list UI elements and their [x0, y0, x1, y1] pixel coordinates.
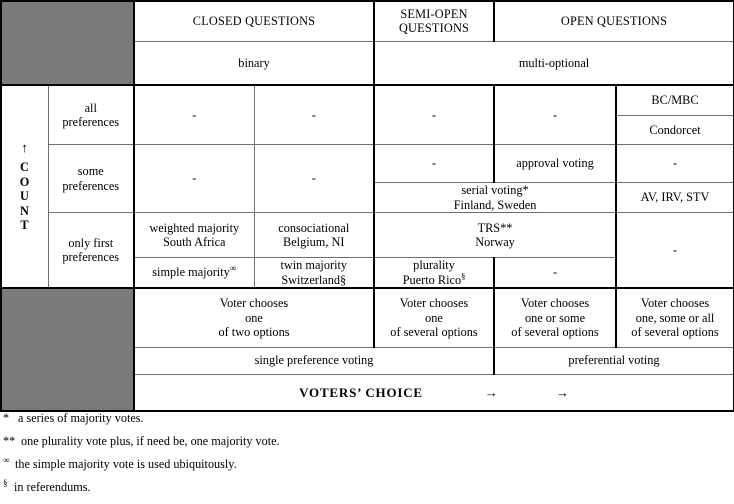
- row-label-all-preferences-line2: preferences: [62, 115, 120, 129]
- footnote-2: [0, 435, 734, 458]
- cell-voters-choice: [134, 374, 734, 411]
- voter-chooses-4-line1: Voter chooses: [640, 296, 710, 310]
- cell-twin-majority-line1: twin majority: [280, 258, 348, 272]
- row-label-only-first-preferences: [48, 213, 134, 289]
- voters-choice-arrow-1-icon: →: [484, 384, 498, 400]
- voter-chooses-4-line2: one, some or all: [635, 310, 715, 325]
- cell-av-irv-stv: AV, IRV, STV: [616, 183, 734, 213]
- footnote-4-text: in referendums.: [14, 480, 91, 494]
- count-letter-o: O: [19, 174, 30, 189]
- row-label-only-first-line2: preferences: [62, 250, 120, 264]
- footnote-3-text: the simple majority vote is used ubiquitously.: [15, 457, 237, 471]
- header-open-questions: OPEN QUESTIONS: [494, 1, 734, 41]
- cell-trs-line2: Norway: [475, 235, 515, 249]
- voter-chooses-3-line3: of several options: [511, 325, 599, 339]
- header-closed-questions: CLOSED QUESTIONS: [134, 1, 374, 41]
- cell-plurality-footnote-mark: §: [461, 270, 466, 281]
- row-label-some-preferences-line2: preferences: [62, 178, 120, 193]
- count-letter-c: C: [20, 160, 30, 175]
- table-header-row-1: [1, 1, 734, 41]
- voter-chooses-2-line1: Voter chooses: [399, 296, 469, 310]
- cell-single-preference-voting: single preference voting: [134, 347, 494, 374]
- footnote-2-mark: **: [3, 434, 16, 448]
- row-label-all-preferences-line1: all: [84, 100, 97, 115]
- cell-voter-chooses-one-several: [374, 288, 494, 347]
- count-axis-cell: [1, 85, 48, 288]
- row-label-some-preferences: [48, 145, 134, 213]
- footnote-1: [0, 412, 734, 435]
- cell-simple-majority: [134, 258, 254, 289]
- cell-approval-voting: approval voting: [494, 145, 616, 183]
- voter-chooses-1-line3: of two options: [218, 325, 290, 339]
- cell-voter-chooses-two-options: [134, 288, 374, 347]
- cell-weighted-majority: [134, 213, 254, 258]
- cell-trs-line1: TRS**: [477, 220, 513, 235]
- cell-all-open-multi: -: [494, 85, 616, 145]
- cell-plurality: [374, 258, 494, 289]
- cell-some-closed-2: -: [254, 145, 374, 213]
- cell-trs: [374, 213, 616, 258]
- footnote-2-text: one plurality vote plus, if need be, one majority vote.: [21, 434, 280, 448]
- row-only-first-upper: [1, 213, 734, 258]
- cell-bc-mbc: BC/MBC: [617, 86, 733, 116]
- cell-some-open-last: -: [616, 145, 734, 183]
- cell-voter-chooses-one-or-some: [494, 288, 616, 347]
- cell-preferential-voting: preferential voting: [494, 347, 734, 374]
- cell-simple-majority-footnote-mark: ∞: [229, 263, 237, 274]
- header-multi-optional: multi-optional: [374, 41, 734, 85]
- cell-serial-voting-line1: serial voting*: [461, 183, 529, 197]
- voter-chooses-1-line1: Voter chooses: [219, 296, 289, 310]
- cell-plurality-line2: [375, 270, 493, 288]
- cell-some-closed-1: -: [134, 145, 254, 213]
- footnote-1-text: a series of majority votes.: [18, 411, 144, 425]
- cell-twin-majority-line2: Switzerland§: [281, 272, 347, 287]
- count-arrow-icon: ↑: [21, 140, 29, 156]
- cell-all-semiopen: -: [374, 85, 494, 145]
- cell-some-semiopen: -: [374, 145, 494, 183]
- footnote-4: § in referendums.: [3, 477, 91, 494]
- cell-serial-voting-line2: Finland, Sweden: [453, 197, 537, 212]
- cell-plurality-text: Puerto Rico: [402, 272, 462, 287]
- footnote-3: ∞ the simple majority vote is used ubiquitously.: [3, 454, 237, 471]
- cell-plurality-line1: plurality: [413, 258, 455, 272]
- voter-chooses-2-line2: one: [425, 310, 443, 325]
- voter-chooses-3-line1: Voter chooses: [520, 296, 590, 310]
- row-voter-chooses: [1, 288, 734, 347]
- cell-weighted-majority-line2: South Africa: [163, 235, 226, 249]
- cell-twin-majority: [254, 258, 374, 289]
- row-label-some-preferences-line1: some: [77, 164, 104, 178]
- voter-chooses-4-line3: of several options: [631, 325, 719, 339]
- header-binary: binary: [134, 41, 374, 85]
- footnote-1-mark: *: [3, 411, 10, 425]
- footer-gray-block: [1, 288, 134, 411]
- voter-chooses-1-line2: one: [245, 310, 263, 325]
- row-all-preferences: [1, 85, 734, 145]
- cell-condorcet: Condorcet: [649, 123, 701, 137]
- cell-serial-voting: [374, 183, 616, 213]
- cell-weighted-majority-line1: weighted majority: [149, 220, 240, 235]
- count-letter-u: U: [20, 189, 30, 204]
- footnotes-block: [0, 412, 734, 504]
- header-semi-open-questions: SEMI-OPEN QUESTIONS: [374, 1, 494, 41]
- voters-choice-label: VOTERS’ CHOICE: [299, 384, 423, 400]
- voter-chooses-2-line3: of several options: [390, 325, 478, 339]
- row-label-only-first-line1: only first: [68, 235, 114, 250]
- cell-simple-majority-text: simple majority: [152, 265, 230, 280]
- cell-consociational-line2: Belgium, NI: [283, 235, 345, 249]
- cell-all-open-last: [616, 85, 734, 145]
- row-some-preferences-upper: [1, 145, 734, 183]
- voter-chooses-3-line2: one or some: [524, 310, 586, 325]
- cell-plurality-open-dash: -: [494, 258, 616, 289]
- cell-consociational-line1: consociational: [278, 220, 350, 235]
- header-gray-block: [1, 1, 134, 85]
- count-letter-n: N: [20, 203, 30, 218]
- row-label-all-preferences: [48, 85, 134, 145]
- count-letter-t: T: [20, 218, 30, 233]
- voters-choice-arrow-2-icon: →: [555, 384, 569, 400]
- cell-voter-chooses-one-some-all: [616, 288, 734, 347]
- cell-only-first-open-last: -: [616, 213, 734, 289]
- cell-all-closed-1: -: [134, 85, 254, 145]
- voters-choice-group: [299, 385, 569, 401]
- cell-all-closed-2: -: [254, 85, 374, 145]
- cell-consociational: [254, 213, 374, 258]
